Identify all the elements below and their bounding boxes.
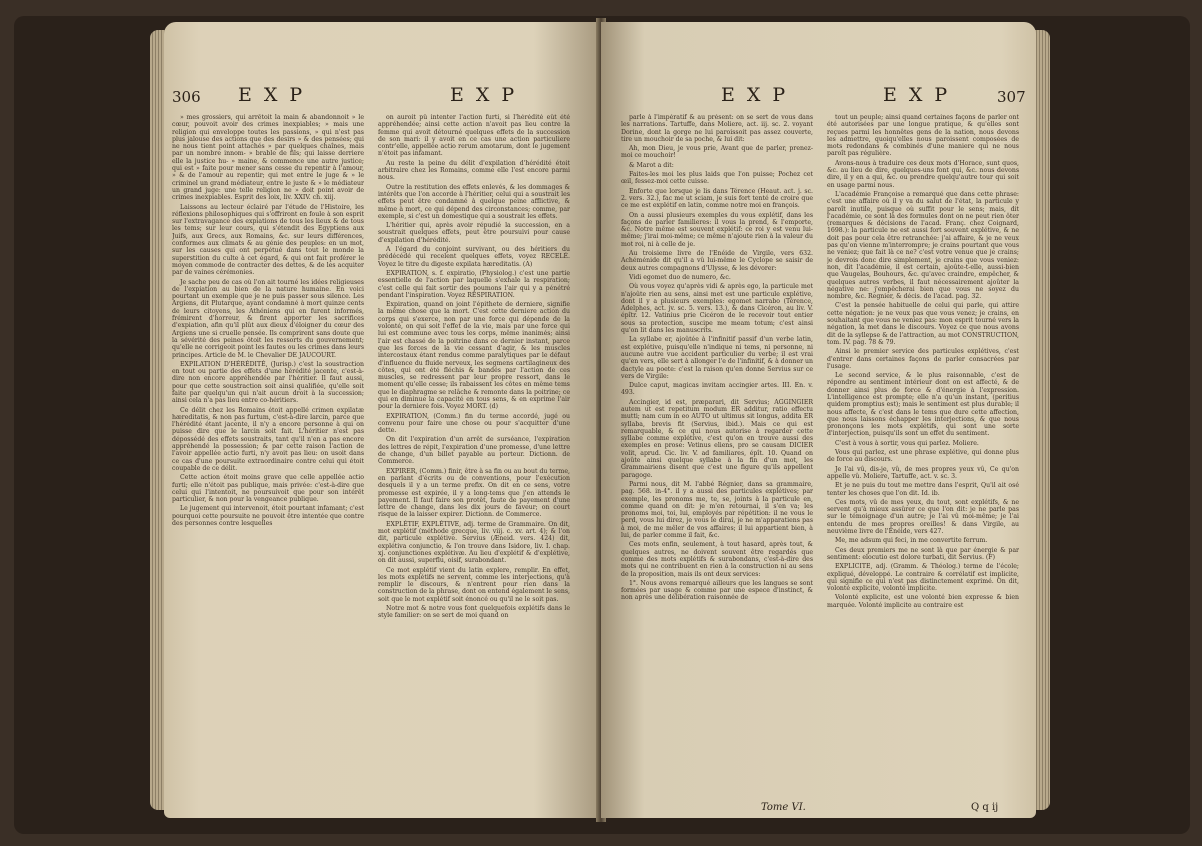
paragraph: Vidi egomet duo de numero, &c.: [629, 273, 731, 281]
paragraph: On dit l'expiration d'un arrêt de surséance, l'expiration des lettres de répit, l'expiration d'une promesse, d'une lettre de change, d'un billet payable au porteur. Dictionn. de Commerce.: [378, 436, 570, 466]
paragraph: tout un peuple; ainsi quand certaines façons de parler ont été autorisées par une longue pratique, & qu'elles sont reçues parmi les honnêtes gens de la nation, nous devons les admettre, quoiqu'elles nous paroissent composées de mots redondans & combinés d'une maniere qui ne nous paroît pas régulière.: [827, 114, 1019, 158]
paragraph: Ainsi le premier service des particules explétives, c'est d'entrer dans certaines façons de parler consacrées par l'usage.: [827, 348, 1019, 370]
paragraph: Au reste la peine du délit d'expilation d'hérédité étoit arbitraire chez les Romains, comme elle l'est encore parmi nous.: [378, 159, 570, 182]
page-edges-right: [1034, 30, 1050, 810]
paragraph: On a aussi plusieurs exemples du vous explétif, dans les façons de parler familieres: il vous la prend, & l'emporte, &c. Notre même est souvent explétif: ce roi y est venu lui-même; j'irai moi-même; ce même n'ajoute rien à la valeur du mot roi, ni à celle de je.: [621, 211, 813, 248]
paragraph: Vous qui parlez, est une phrase explétive, qui donne plus de force au discours.: [827, 449, 1019, 464]
paragraph: 1°. Nous avons remarqué ailleurs que les langues se sont formées par usage & comme par une espece d'instinct, & non après une délibération raisonnée de: [621, 579, 813, 602]
paragraph: parle à l'impératif & au présent: on se sert de vous dans les narrations. Tartuffe, dans Moliere, act. iij. sc. 2. voyant Dorine, dont la gorge ne lui paroissoit pas assez couverte, tire un mouchoir de sa poche, & lui dit:: [621, 114, 813, 143]
text-column-2: [378, 114, 570, 804]
paragraph: EXPIRATION, (Comm.) fin du terme accordé, jugé ou convenu pour faire une chose ou pour s'acquitter d'une dette.: [378, 412, 570, 435]
text-column-1: [621, 114, 813, 804]
paragraph: Expiration, quand on joint l'épithete de derniere, signifie la même chose que la mort. C'est cette derniere action du corps qui s'exerce, non par une force qui dépende de la volonté, on qui soit l'effet de la vie, mais par une force qui lui est commune avec tous les corps, même inanimés; ainsi l'air est chassé de la poitrine dans ce dernier instant, parce que les forces de la vie cessant d'agir, & les muscles intercostaux étant rendus comme paralytiques par le défaut d'influence du fluide nerveux, les segmens cartilagineux des côtes, qui ont été fléchis & bandés par l'action de ces muscles, se redressent par leur propre ressort, dans le moment qu'elle cesse; ils rabaissent les côtes en même tems que le diaphragme se relâche & remonte dans la poitrine; ce qui en diminue la capacité en tous sens, & en exprime l'air pour la derniere fois. Voyez MORT. (d): [378, 301, 570, 411]
volume-footer: Tome VI.: [761, 802, 806, 813]
paragraph: Ces mots enfin, seulement, à tout hasard, après tout, & quelques autres, ne doivent souvent être regardés que comme des mots explétifs & surabondans, c'est-à-dire des mots qui ne contribuent en rien à la construction ni au sens de la proposition, mais ils ont deux services:: [621, 541, 813, 578]
paragraph: Volonté explicite, est une volonté bien expresse & bien marquée. Volonté implicite au contraire est: [827, 594, 1019, 609]
paragraph: & Marot a dit:: [629, 161, 674, 169]
running-head-left: EXP: [721, 84, 798, 106]
paragraph: Le second service, & le plus raisonnable, c'est de répondre au sentiment intérieur dont on est affecté, & de donner ainsi plus de force & d'énergie à l'expression. L'intelligence est prompte; elle n'a qu'un instant, (peritius quidem promptius est); mais le sentiment est plus durable; il nous affecte, & c'est dans le tems que dure cette affection, que nous laissons échapper les interjections, & que nous prononçons les mots explétifs, qui sont une sorte d'interjection, puisqu'ils sont un effet du sentiment.: [827, 372, 1019, 438]
paragraph: Laissons au lecteur éclairé par l'étude de l'Histoire, les réflexions philosophiques qui s'offriront en foule à son esprit sur l'extravagance des expiations de tous les lieux & de tous les tems; sur leur cours, qui s'étendit des Egyptiens aux Juifs, aux Grecs, aux Romains, &c. sur leurs différences, conformes aux climats & au génie des peuples: en un mot, sur les causes qui ont perpétué dans tout le monde la superstition du culte à cet égard, & qui ont fait proférer le moyen commode de contracter des dettes, & de les acquiter par de vaines cérémonies.: [172, 203, 364, 277]
paragraph: Ce mot explétif vient du latin explere, remplir. En effet, les mots explétifs ne servent, comme les interjections, qu'à remplir le discours, & n'entrent pour rien dans la construction de la phrase, dont on entend également le sens, soit que le mot explétif soit énoncé ou qu'il ne le soit pas.: [378, 566, 570, 603]
paragraph: Le jugement qui intervenoit, étoit pourtant infamant; c'est pourquoi cette poursuite ne pouvoit être intentée que contre des personnes contre lesquelles: [172, 505, 364, 528]
paragraph: A l'égard du conjoint survivant, ou des héritiers du prédécédé qui recelent quelques effets, voyez RECELÉ. Voyez le titre du digeste expilata hæreditatis. (A): [378, 246, 570, 268]
paragraph: Ces deux premiers me ne sont là que par énergie & par sentiment: elocutio est dolore turbati, dit Servius. (F): [827, 546, 1019, 561]
running-head-right: EXP: [883, 84, 960, 106]
paragraph: Enforte que lorsque je lis dans Térence (Heaut. act. j. sc. 2. vers. 32.), fac me ut sciam, je suis fort tenté de croire que ce me est explétif en latin, comme notre moi en françois.: [621, 187, 813, 210]
paragraph: Ce délit chez les Romains étoit appellé crimen expilatæ hæreditatis, & non pas furtum, c'est-à-dire larcin, parce que l'hérédité étant jacente, il n'y a encore personne à qui on puisse dire que le larcin soit fait. L'héritier n'est pas dépossédé des effets soustraits, tant qu'il n'en a pas encore appréhendé la possession; & par cette raison l'action de l'avoir appellée actio furti, n'y avoit pas lieu: on usoit dans ce cas d'une poursuite extraordinaire contre celui qui étoit coupable de ce délit.: [172, 406, 364, 472]
paragraph: C'est la pensée habituelle de celui qui parle, qui attire cette négation: je ne veux pas que vous venez; je crains, en souhaitant que vous ne veniez pas: mon esprit tourné vers la négation, la met dans le discours. Voyez ce que nous avons dit de la syllepse & de l'attraction, au mot CONSTRUCTION, tom. IV. pag. 78 & 79.: [827, 302, 1019, 346]
page-number: 307: [997, 88, 1026, 106]
paragraph: Et je ne puis du tout me mettre dans l'esprit, Qu'il ait osé tenter les choses que l'on dit. Id. ib.: [827, 482, 1019, 497]
paragraph: EXPIRER, (Comm.) finir, être à sa fin ou au bout du terme, en parlant d'écrits ou de conventions, pour l'exécution desquels il y a un terme prefix. On dit en ce sens, votre promesse est expirée, il y a long-tems que j'en attends le payement. Il faut faire son protêt, faute de payement d'une lettre de change, dans les dix jours de faveur; on court risque de la laisser expirer. Dictionn. de Commerce.: [378, 467, 570, 519]
paragraph: EXPIRATION, s. f. expiratio, (Physiolog.) c'est une partie essentielle de l'action par laquelle s'exhale la respiration; c'est celle qui fait sortir des poumons l'air qui y a pénétré pendant l'inspiration. Voyez RESPIRATION.: [378, 269, 570, 299]
right-page: [601, 22, 1036, 818]
paragraph: C'est à vous à sortir, vous qui parlez. Moliere.: [835, 439, 979, 447]
paragraph: EXPLICITE, adj. (Gramm. & Théolog.) terme de l'école; expliqué, développé. Le contraire & corrélatif est implicite, qui signifie ce qui n'est pas distinctement exprimé. On dit, volonté explicite, volonté implicite.: [827, 563, 1019, 593]
paragraph: Au troisieme livre de l'Enéide de Virgile, vers 632. Achéménide dit qu'il a vû lui-même le Cyclope se saisir de deux autres compagnons d'Ulysse, & les dévorer:: [621, 250, 813, 272]
paragraph: Avons-nous à traduire ces deux mots d'Horace, sunt quos, &c. au lieu de dire, quelques-uns font qui, &c. nous devons dire, il y en a qui, &c. ou prendre quelqu'autre tour qui soit en usage parmi nous.: [827, 159, 1019, 189]
paragraph: Où vous voyez qu'après vidi & après ego, la particule met n'ajoûte rien au sens, ainsi met est une particule explétive, dont il y a plusieurs exemples: egomet narrabo (Térence, Adelphes, act. jv. sc. 5. vers. 13.), & dans Cicéron, au liv. V. épîtr. 12. Vatinius prie Cicéron de le recevoir tout entier sous sa protection, suscipe me meam totum; c'est ainsi qu'on lit dans les manuscrits.: [621, 283, 813, 335]
paragraph: on auroit pû intenter l'action furti, si l'hérédité eût été appréhendée; ainsi cette action n'avoit pas lieu contre la femme qui avoit détourné quelques effets de la succession de son mari: il y avoit en ce cas une action particuliere contr'elle, appellée actio rerum amotarum, dont le jugement n'étoit pas infamant.: [378, 114, 570, 158]
text-column-1: [172, 114, 364, 804]
paragraph: Faites-les moi les plus laids que l'on puisse; Pochez cet œil, fessez-moi cette cuisse.: [621, 171, 813, 186]
paragraph: La syllabe er, ajoûtée à l'infinitif passif d'un verbe latin, est explétive, puisqu'elle n'indique ni tems, ni personne, ni aucune autre vue accident particulier du verbe; il est vrai qu'en vers, elle sert à allonger l'e de l'infinitif, & à donner un dactyle au poete: c'est la raison qu'en donne Servius sur ce vers de Virgile:: [621, 336, 813, 380]
paragraph: L'académie Françoise a remarqué que dans cette phrase: c'est une affaire où il y va du salut de l'état, la particule y paroît inutile, puisque où suffit pour le sens; mais, dit l'académie, ce sont là des formules dont on ne peut rien ôter (remarques & décisions de l'acad. Franç. chez Coignard, 1698.): la particule ne est aussi fort souvent explétive, & ne doit pas pour cela être retranchée: j'ai affaire, & je ne veux pas qu'on vienne m'interrompre; je crains pourtant que vous ne veniez; que fait là ce ne? c'est votre venue que je crains; je devrois donc dire simplement, je crains que vous veniez: non, dit l'académie, il est certain, ajoûte-t-elle, aussi-bien que Vaugelas, Bouhours, &c. qu'avec craindre, empêcher, & quelques autres verbes, il faut nécessairement ajoûter la négative ne: j'empêcherai bien que vous ne soyez du nombre, &c. Regnier, & décis. de l'acad. pag. 32.: [827, 190, 1019, 301]
text-column-2: [827, 114, 1019, 804]
left-page: [164, 22, 599, 818]
paragraph: Notre mot & notre vous font quelquefois explétifs dans le style familier: on se sert de moi quand on: [378, 605, 570, 620]
paragraph: Je l'ai vû, dis-je, vû, de mes propres yeux vû, Ce qu'on appelle vû. Moliere, Tartuffe, act. v. sc. 3.: [827, 465, 1019, 480]
paragraph: Outre la restitution des effets enlevés, & les dommages & intérêts que l'on accorde à l'héritier, celui qui a soustrait les effets peut être condamné à quelque peine afflictive, & même à mort, ce qui dépend des circonstances; comme, par exemple, si c'est un domestique qui a soustrait les effets.: [378, 183, 570, 220]
paragraph: EXPILATION D'HÉRÉDITÉ, (Jurisp.) c'est la soustraction en tout ou partie des effets d'une hérédité jacente, c'est-à-dire non encore appréhendée par l'héritier. Il faut aussi, pour que cette soustraction soit ainsi qualifiée, qu'elle soit faite par quelqu'un qui n'ait aucun droit à la succession; ainsi cela n'a pas lieu entre co-héritiers.: [172, 360, 364, 405]
paragraph: » mes grossiers, qui arrêtoit la main & abandonnoit » le cœur, pouvoit avoir des crimes inexpiables; » mais une religion qui enveloppe toutes les passions, » qui n'est pas plus jalouse des actions que des desirs » & des pensées; qui ne nous tient point attachés » par quelques chaînes, mais par un nombre innom- » brable de fils; qui laisse derriere elle la justice hu- » maine, & commence une autre justice; qui est » faite pour mener sans cesse du repentir à l'amour, » & de l'amour au repentir; qui met entre le juge & » le criminel un grand médiateur, entre le juste & » le médiateur un grand juge: une telle religion ne » doit point avoir de crimes inexpiables. Esprit des loix, liv. XXIV. ch. xiij.: [172, 114, 364, 202]
paragraph: Cette action étoit moins grave que celle appellée actio furti; elle n'étoit pas publique, mais privée: c'est-à-dire que celui qui l'intentoit, ne poursuivoit que pour son intérêt particulier, & non pour la vengeance publique.: [172, 474, 364, 504]
paragraph: Accingier, id est, præparari, dit Servius; AGGINGIER autem ut est repetitum modum ER additur, ratio effectu mutti; nam cum in eo AUTO ut ultimus sit longus, addita ER syllaba, brevis fit (Servius, ibid.). Mais ce qui est remarquable, & ce qui nous autorise à regarder cette syllabe comme explétive, c'est qu'on en trouve aussi des exemples en prose: Vetinus eliens, pro se causam DICIER volit, aprud. Cic. liv. V. ad familiares, épît. 10. Quand on ajoûte ainsi quelque syllabe à la fin d'un mot, les Grammairiens disent que c'est une figure qu'ils appellent paragoge.: [621, 398, 813, 479]
paragraph: Ah, mon Dieu, je vous prie, Avant que de parler, prenez-moi ce mouchoir!: [621, 145, 813, 160]
signature-mark: Q q ij: [971, 802, 999, 813]
running-head-right: EXP: [450, 84, 527, 106]
page-number: 306: [172, 88, 201, 106]
paragraph: EXPLÉTIF, EXPLÉTIVE, adj. terme de Grammaire. On dit, mot explétif (méthode grecque, liv. viij. c. xv. art. 4); & l'on dit, particule explétive. Servius (Æneid. vers. 424) dit, explétiva conjunctio, & l'on trouve dans Isidore, liv. I. chap. xj. conjunctiones explétivæ. Au lieu d'explétif & d'explétive, on dit aussi, superflu, oisif, surabondant.: [378, 520, 570, 565]
paragraph: Me, me adsum qui feci, in me convertite ferrum.: [835, 537, 988, 545]
paragraph: L'héritier qui, après avoir répudié la succession, en a soustrait quelques effets, peut être poursuivi pour cause d'expilation d'hérédité.: [378, 222, 570, 244]
paragraph: Je sache peu de cas où l'on ait tourné les idées religieuses de l'expiation au bien de la nature humaine. En voici pourtant un exemple que je ne puis passer sous silence. Les Argiens, dit Plutarque, ayant condamné à mort quinze cents de leurs citoyens, les Athéniens qui en furent informés, frémirent d'horreur, & firent apporter les sacrifices d'expiation, afin qu'il plût aux dieux d'éloigner du cœur des Argiens une si cruelle pensée. Ils comprirent sans doute que la sévérité des peines ôtoit les ressorts du gouvernement; qu'elle ne corrigeoit point les fautes ou les crimes dans leurs principes. Article de M. le Chevalier DE JAUCOURT.: [172, 278, 364, 359]
running-head-left: EXP: [238, 84, 315, 106]
paragraph: Ces mots, vû de mes yeux, du tout, sont explétifs, & ne servent qu'à mieux assûrer ce que l'on dit: je ne parle pas sur le témoignage d'un autre; je l'ai vû moi-même; je l'ai entendu de mes propres oreilles! & dans Virgile, au neuvième livre de l'Enéide, vers 427.: [827, 498, 1019, 536]
paragraph: Dulce caput, magicas invitam accingier artes. III. En. v. 493.: [621, 382, 813, 397]
paragraph: Parmi nous, dit M. l'abbé Régnier, dans sa grammaire, pag. 568. in-4°. il y a aussi des particules explétives; par exemple, les pronoms me, te, se, joints à la particule en, comme quand on dit: je m'en retournai, il s'en va; les pronoms moi, toi, lui, employés par répétition: il ne vous le perd, vous lui direz, je vous le dirai, je ne m'apparatiens pas à moi, de me mêler de vos affaires; il lui appartient bien, à lui, de parler comme il fait, &c.: [621, 480, 813, 540]
